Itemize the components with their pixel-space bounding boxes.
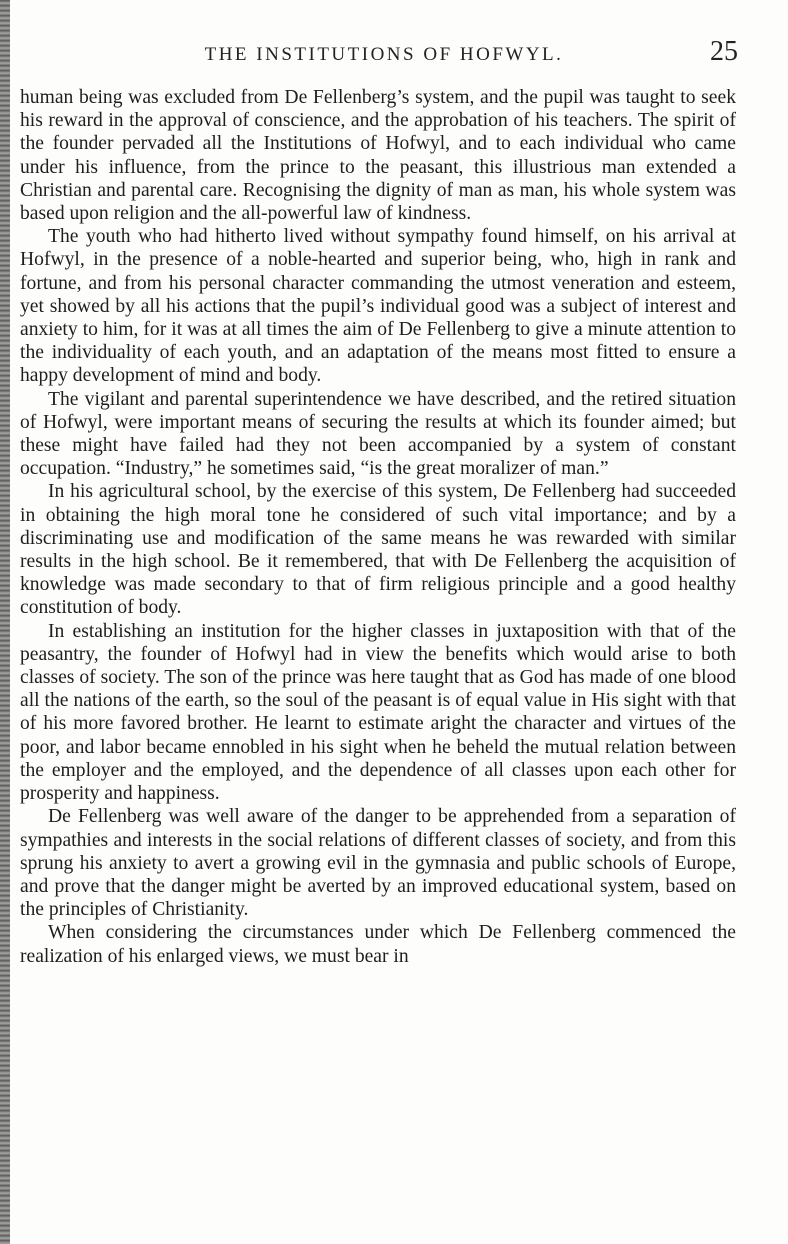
paragraph-continued: human being was excluded from De Fellenberg’s system, and the pupil was taught to seek his reward in the approval of conscience, and the approbation of his teachers. The spirit of the founder pervaded all the Institutions of Hofwyl, and to each individual who came under his influence, from the prince to the peasant, this illustrious man extended a Christian and parental care. Recognising the dignity of man as man, his whole system was based upon religion and the all-powerful law of kindness. bbox=[20, 87, 736, 225]
page-number: 25 bbox=[710, 36, 738, 67]
paragraph: In establishing an institution for the higher classes in juxtaposition with that of the peasantry, the founder of Hofwyl had in view the benefits which would arise to both classes of society. The son of the prince was here taught that as God has made of one blood all the nations of the earth, so the soul of the peasant is of equal value in His sight with that of his more favored brother. He learnt to estimate aright the character and virtues of the poor, and labor became ennobled in his sight when he beheld the mutual relation between the employer and the employed, and the dependence of all classes upon each other for prosperity and happiness. bbox=[20, 620, 736, 805]
running-title: THE INSTITUTIONS OF HOFWYL. bbox=[204, 44, 564, 65]
paragraph: De Fellenberg was well aware of the danger to be apprehended from a separation of sympathies and interests in the social relations of different classes of society, and from this sprung his anxiety to avert a growing evil in the gymnasia and public schools of Europe, and prove that the danger might be averted by an improved educational system, based on the principles of Christianity. bbox=[20, 806, 736, 921]
paragraph: The vigilant and parental superintendence we have described, and the retired situation of Hofwyl, were important means of securing the results at which its founder aimed; but these might have failed had they not been accompanied by a system of constant occupation. “Industry,” he sometimes said, “is the great moralizer of man.” bbox=[20, 388, 736, 480]
paragraph: The youth who had hitherto lived without sympathy found himself, on his arrival at Hofwyl, in the presence of a noble-hearted and superior being, who, high in rank and fortune, and from his personal character commanding the utmost veneration and esteem, yet showed by all his actions that the pupil’s individual good was a subject of interest and anxiety to him, for it was at all times the aim of De Fellenberg to give a minute attention to the individuality of each youth, and an adaptation of the means most fitted to ensure a happy development of mind and body. bbox=[20, 226, 736, 387]
paragraph: When considering the circumstances under which De Fellenberg commenced the realization of his enlarged views, we must bear in bbox=[20, 922, 736, 967]
running-head bbox=[28, 36, 740, 80]
paragraph: In his agricultural school, by the exercise of this system, De Fellenberg had succeeded in obtaining the high moral tone he considered of such vital importance; and by a discriminating use and modification of the same means he was rewarded with similar results in the high school. Be it remembered, that with De Fellenberg the acquisition of knowledge was made secondary to that of firm religious principle and a good healthy constitution of body. bbox=[20, 481, 736, 619]
body-text bbox=[20, 86, 736, 968]
binding-edge bbox=[0, 0, 10, 1244]
